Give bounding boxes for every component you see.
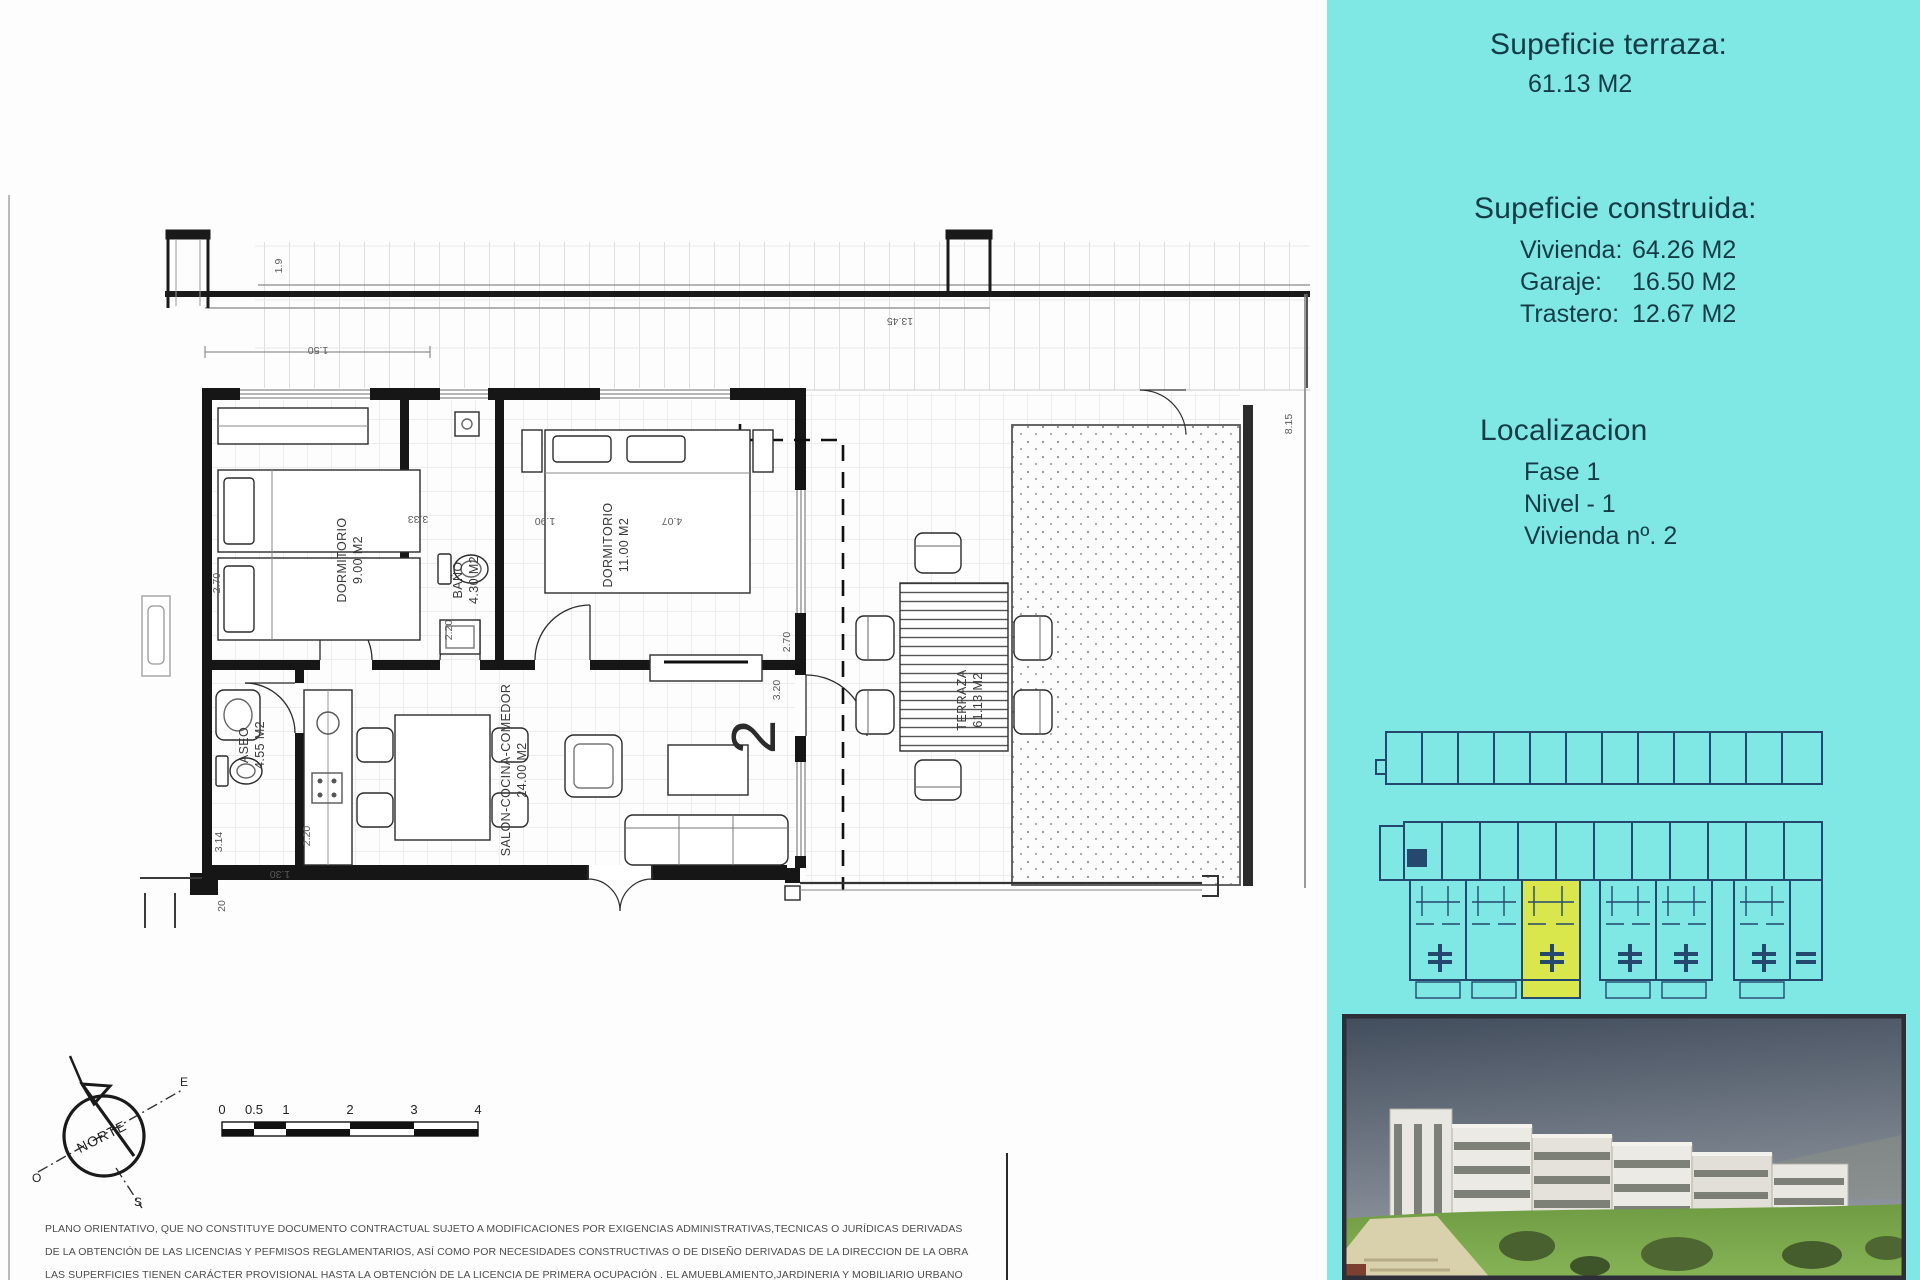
svg-text:20: 20 bbox=[216, 900, 228, 912]
svg-text:2.70: 2.70 bbox=[211, 572, 223, 594]
svg-text:3.20: 3.20 bbox=[771, 679, 783, 701]
svg-text:4.07: 4.07 bbox=[661, 515, 683, 527]
svg-text:E: E bbox=[180, 1075, 189, 1089]
north-compass bbox=[30, 1040, 194, 1212]
sheet-edge-line bbox=[8, 195, 10, 1280]
svg-text:3.14: 3.14 bbox=[213, 831, 225, 853]
exterior-planter bbox=[142, 596, 170, 676]
svg-text:61.13 M2: 61.13 M2 bbox=[971, 672, 985, 728]
svg-text:2.20: 2.20 bbox=[301, 825, 313, 847]
svg-text:1.9: 1.9 bbox=[273, 258, 285, 274]
terrace-surface-value: 61.13 M2 bbox=[1528, 70, 1633, 98]
terrace-surface-title: Supeficie terraza: bbox=[1490, 28, 1728, 61]
room-label-bano: BAÑO bbox=[451, 561, 465, 599]
svg-text:0: 0 bbox=[218, 1102, 226, 1117]
svg-text:3: 3 bbox=[410, 1102, 418, 1117]
building-render-photo bbox=[1342, 1014, 1906, 1280]
svg-text:2: 2 bbox=[346, 1102, 354, 1117]
room-label-dormitorio1: DORMITORIO bbox=[335, 517, 349, 603]
disclaimer-text bbox=[45, 1218, 1005, 1280]
upper-structure-hatch bbox=[255, 242, 1310, 390]
room-label-terraza: TERRAZA bbox=[955, 669, 969, 731]
svg-text:9.00 M2: 9.00 M2 bbox=[351, 536, 365, 584]
svg-text:3.33: 3.33 bbox=[407, 513, 429, 525]
svg-text:1.30: 1.30 bbox=[269, 868, 291, 880]
svg-text:8.15: 8.15 bbox=[1283, 413, 1295, 435]
location-nivel: Nivel - 1 bbox=[1524, 490, 1616, 518]
built-row-trastero: Trastero: 12.67 M2 bbox=[1520, 300, 1737, 328]
built-surface-title: Supeficie construida: bbox=[1474, 192, 1757, 225]
terrace-right-wall bbox=[1243, 405, 1253, 886]
site-plan-thumbnail bbox=[1352, 726, 1830, 1006]
location-title: Localizacion bbox=[1480, 414, 1648, 447]
disclaimer-line: PLANO ORIENTATIVO, QUE NO CONSTITUYE DOCUMENTO CONTRACTUAL SUJETO A MODIFICACIONES POR EXIGENCIAS ADMINISTRATIVAS,TECNICAS O JURÍDICAS DERIVADAS bbox=[45, 1223, 963, 1235]
scale-bar bbox=[210, 1098, 500, 1150]
svg-text:NORTE: NORTE bbox=[74, 1117, 130, 1156]
svg-text:2.70: 2.70 bbox=[781, 631, 793, 653]
svg-text:4: 4 bbox=[474, 1102, 482, 1117]
info-sidebar bbox=[1327, 0, 1920, 1280]
disclaimer-line: DE LA OBTENCIÓN DE LAS LICENCIAS Y PEFMISOS REGLAMENTARIOS, ASÍ COMO POR NECESIDADES CONSTRUCTIVAS O DE DISEÑO DERIVADAS DE LA DIRECCION DE LA OBRA bbox=[45, 1246, 969, 1258]
svg-text:4.30 M2: 4.30 M2 bbox=[467, 556, 481, 604]
svg-text:S: S bbox=[134, 1195, 143, 1209]
unit-number: 2 bbox=[720, 719, 789, 755]
disclaimer-line: LAS SUPERFICIES TIENEN CARÁCTER PROVISIONAL HASTA LA OBTENCIÓN DE LA LICENCIA DE PRIMERA OCUPACIÓN . EL AMUEBLAMIENTO,JARDINERIA Y MOBILIARIO URBANO bbox=[45, 1269, 963, 1280]
svg-text:0.5: 0.5 bbox=[244, 1102, 264, 1117]
room-label-salon: SALON-COCINA-COMEDOR bbox=[499, 683, 513, 857]
location-vivienda: Vivienda nº. 2 bbox=[1524, 522, 1678, 550]
location-fase: Fase 1 bbox=[1524, 458, 1601, 486]
room-label-dormitorio2: DORMITORIO bbox=[601, 502, 615, 588]
entry-door bbox=[588, 865, 652, 911]
room-label-aseo: ASEO bbox=[237, 726, 251, 764]
svg-text:4.55 M2: 4.55 M2 bbox=[253, 721, 267, 769]
floor-plan-drawing bbox=[140, 228, 1320, 958]
svg-text:1.50: 1.50 bbox=[307, 344, 329, 356]
svg-text:11.00 M2: 11.00 M2 bbox=[617, 517, 631, 573]
svg-text:2.20: 2.20 bbox=[443, 619, 455, 641]
svg-text:O: O bbox=[32, 1171, 42, 1185]
title-block-divider bbox=[1006, 1153, 1008, 1280]
svg-text:1: 1 bbox=[282, 1102, 290, 1117]
built-row-vivienda: Vivienda: 64.26 M2 bbox=[1520, 236, 1737, 264]
svg-text:24.00 M2: 24.00 M2 bbox=[515, 742, 529, 798]
svg-text:1.90: 1.90 bbox=[534, 515, 556, 527]
svg-text:13.45: 13.45 bbox=[886, 315, 914, 327]
built-row-garaje: Garaje: 16.50 M2 bbox=[1520, 268, 1737, 296]
